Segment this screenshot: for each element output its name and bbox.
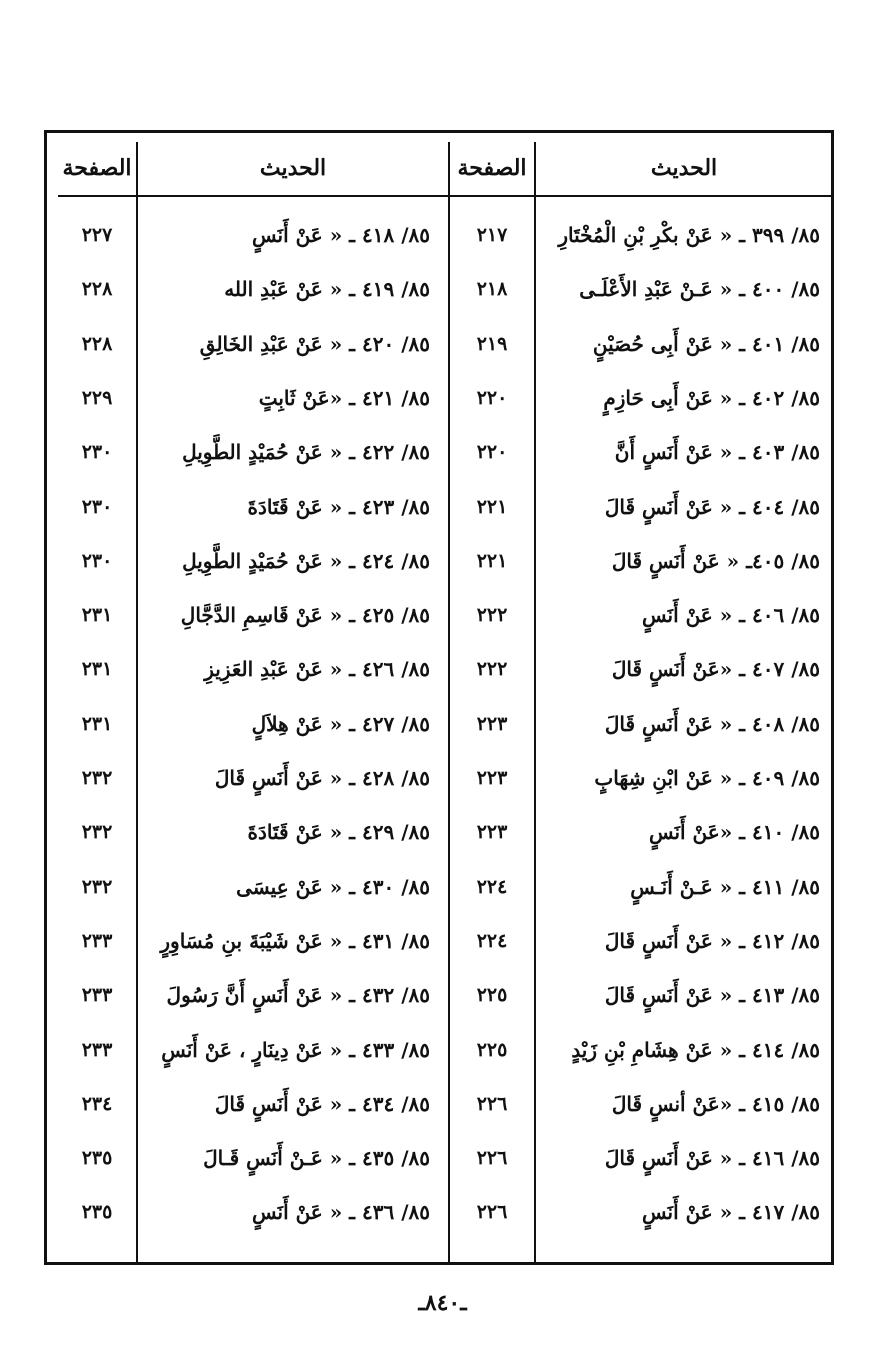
hadith-entry: ٨٥/ ٤٣١ ـ « عَنْ شَيْبَةَ بنِ مُسَاوِرٍ [160, 928, 430, 953]
hadith-entry: ٨٥/ ٤٠٧ ـ «عَنْ أَنَسٍ قَالَ [611, 657, 820, 682]
hadith-entry: ٨٥/ ٤٢٤ ـ « عَنْ حُمَيْدٍ الطَّوِيلِ [182, 548, 430, 573]
page-number-cell: ٢٢٤ [476, 875, 508, 898]
hadith-entry: ٨٥/ ٤١٩ ـ « عَنْ عَبْدِ الله [224, 277, 430, 302]
page-number-cell: ٢٢٦ [476, 1201, 508, 1224]
hadith-entry: ٨٥/ ٤٣٢ ـ « عَنْ أَنَسٍ أَنَّ رَسُولَ [166, 983, 430, 1008]
page-number-cell: ٢٢٢ [476, 604, 508, 627]
hadith-entry: ٨٥/ ٤٢٣ ـ « عَنْ قَتَادَةَ [247, 494, 430, 519]
hadith-entry: ٨٥/ ٤٢٦ ـ « عَنْ عَبْدِ العَزِيزِ [204, 657, 430, 682]
hadith-entry: ٨٥/ ٤١١ ـ « عَـنْ أَنَـسٍ [630, 874, 820, 899]
hadith-entry: ٨٥/ ٤٣٥ ـ « عَـنْ أَنَسٍ قَـالَ [203, 1146, 430, 1171]
hadith-entry: ٨٥/ ٤٠١ ـ « عَنْ أَبِى حُصَيْنٍ [592, 331, 820, 356]
hadith-entry: ٨٥/ ٤١٥ ـ «عَنْ أنسٍ قَالَ [611, 1091, 820, 1116]
hadith-entry: ٨٥/ ٤١٠ ـ «عَنْ أَنَسٍ [648, 820, 820, 845]
page-number-cell: ٢٢٨ [81, 278, 113, 301]
page-number-cell: ٢٣٠ [81, 441, 113, 464]
page-number-cell: ٢٢٣ [476, 767, 508, 789]
hadith-entry: ٨٥/ ٤١٨ ـ « عَنْ أَنَسٍ [252, 223, 430, 247]
page-number-cell: ٢٣٢ [81, 821, 113, 844]
page-number-cell: ٢٣٠ [81, 495, 113, 518]
hadith-entry: ٨٥/ ٤٠٠ ـ « عَـنْ عَبْدِ الأَعْلَـى [579, 277, 820, 302]
hadith-entry: ٨٥/ ٤١٤ ـ « عَنْ هِشَامِ بْنِ زَيْدٍ [571, 1037, 820, 1062]
page-number-cell: ٢٢٩ [81, 386, 113, 409]
hadith-entry: ٨٥/ ٤٣٦ ـ « عَنْ أَنَسٍ [252, 1200, 430, 1225]
hadith-entry: ٨٥/ ٤١٣ ـ « عَنْ أَنَسٍ قَالَ [604, 983, 820, 1008]
hadith-entry: ٨٥/ ٤٠٩ ـ « عَنْ ابْنِ شِهَابٍ [594, 766, 820, 790]
column-divider [136, 142, 138, 1265]
hadith-entry: ٨٥/ ٤٢٢ ـ « عَنْ حُمَيْدٍ الطَّوِيلِ [182, 440, 430, 465]
header-hadith-right: الحديث [650, 155, 718, 181]
hadith-entry: ٨٥/ ٤٢٩ ـ « عَنْ قَتَادَةَ [247, 820, 430, 845]
page-number-cell: ٢٢٤ [476, 929, 508, 952]
hadith-entry: ٨٥/ ٤٢٠ ـ « عَنْ عَبْدِ الخَالِقِ [199, 331, 430, 356]
page-number-cell: ٢٣٢ [81, 767, 113, 789]
hadith-entry: ٨٥/ ٤٣٠ ـ « عَنْ عِيسَى [236, 874, 430, 899]
column-divider [534, 142, 536, 1265]
page-number-cell: ٢٣٠ [81, 549, 113, 572]
page-number-cell: ٢٢١ [476, 549, 508, 572]
hadith-entry: ٨٥/ ٤٢٧ ـ « عَنْ هِلاَلٍ [251, 711, 430, 736]
page-number-cell: ٢٢٣ [476, 712, 508, 735]
hadith-entry: ٨٥/ ٤١٢ ـ « عَنْ أَنَسٍ قَالَ [604, 928, 820, 953]
hadith-entry: ٨٥/ ٤٣٣ ـ « عَنْ دِينَارٍ ، عَنْ أَنَسٍ [161, 1037, 430, 1062]
hadith-entry: ٨٥/ ٤٠٨ ـ « عَنْ أَنَسٍ قَالَ [604, 711, 820, 736]
page-number-cell: ٢٢٦ [476, 1147, 508, 1170]
page-number-cell: ٢١٩ [476, 332, 508, 355]
page-number-cell: ٢٣١ [81, 604, 113, 627]
page-number-cell: ٢٣٥ [81, 1147, 113, 1170]
page-number-cell: ٢٢٦ [476, 1092, 508, 1115]
page-number-cell: ٢٣٣ [81, 1038, 113, 1061]
header-page-right: الصفحة [457, 155, 527, 181]
hadith-index-table [44, 130, 834, 1265]
header-hadith-left: الحديث [259, 155, 327, 181]
hadith-entry: ٨٥/ ٤٠٦ ـ « عَنْ أَنَسٍ [642, 603, 820, 628]
page-number-cell: ٢٢٣ [476, 821, 508, 844]
page-number-cell: ٢٢٥ [476, 1038, 508, 1061]
hadith-entry: ٨٥/ ٤١٧ ـ « عَنْ أَنَسٍ [642, 1200, 820, 1225]
page-number-cell: ٢١٨ [476, 278, 508, 301]
page-number-cell: ٢٣٢ [81, 875, 113, 898]
hadith-entry: ٨٥/ ٤٣٤ ـ « عَنْ أَنَسٍ قَالَ [214, 1091, 430, 1116]
header-divider [58, 195, 834, 197]
hadith-entry: ٨٥/ ٤٠٥ـ « عَنْ أَنَسٍ قَالَ [611, 548, 820, 573]
page-number-cell: ٢٢٠ [476, 441, 508, 464]
page-number-cell: ٢١٧ [476, 224, 508, 246]
page-number-cell: ٢٢٥ [476, 984, 508, 1007]
page-number-cell: ٢٢٠ [476, 386, 508, 409]
header-page-left: الصفحة [62, 155, 132, 181]
page-number-cell: ٢٣١ [81, 658, 113, 681]
page-number-cell: ٢٣١ [81, 712, 113, 735]
page-number-cell: ٢٢١ [476, 495, 508, 518]
hadith-entry: ٨٥/ ٤١٦ ـ « عَنْ أَنَسٍ قَالَ [604, 1146, 820, 1171]
page-number-cell: ٢٢٨ [81, 332, 113, 355]
hadith-entry: ٨٥/ ٣٩٩ ـ « عَنْ بكْرِ بْنِ الْمُخْتَارِ [558, 223, 820, 247]
hadith-entry: ٨٥/ ٤٢٨ ـ « عَنْ أَنَسٍ قَالَ [214, 766, 430, 790]
hadith-entry: ٨٥/ ٤٠٢ ـ « عَنْ أَبِى حَازِمٍ [603, 385, 820, 410]
page-number-cell: ٢٣٤ [81, 1092, 113, 1115]
page-number-cell: ٢٣٥ [81, 1201, 113, 1224]
page-number: ـ٨٤٠ـ [418, 1290, 467, 1316]
hadith-entry: ٨٥/ ٤٠٤ ـ « عَنْ أَنَسٍ قَالَ [604, 494, 820, 519]
page-number-cell: ٢٣٣ [81, 929, 113, 952]
page-number-cell: ٢٣٣ [81, 984, 113, 1007]
hadith-entry: ٨٥/ ٤٢١ ـ «عَنْ ثَابِتٍ [258, 385, 430, 410]
hadith-entry: ٨٥/ ٤٠٣ ـ « عَنْ أَنَسٍ أَنَّ [614, 440, 820, 465]
page-number-cell: ٢٢٢ [476, 658, 508, 681]
hadith-entry: ٨٥/ ٤٢٥ ـ « عَنْ قَاسِمِ الدَّجَّالِ [180, 603, 430, 628]
page-number-cell: ٢٢٧ [81, 224, 113, 246]
